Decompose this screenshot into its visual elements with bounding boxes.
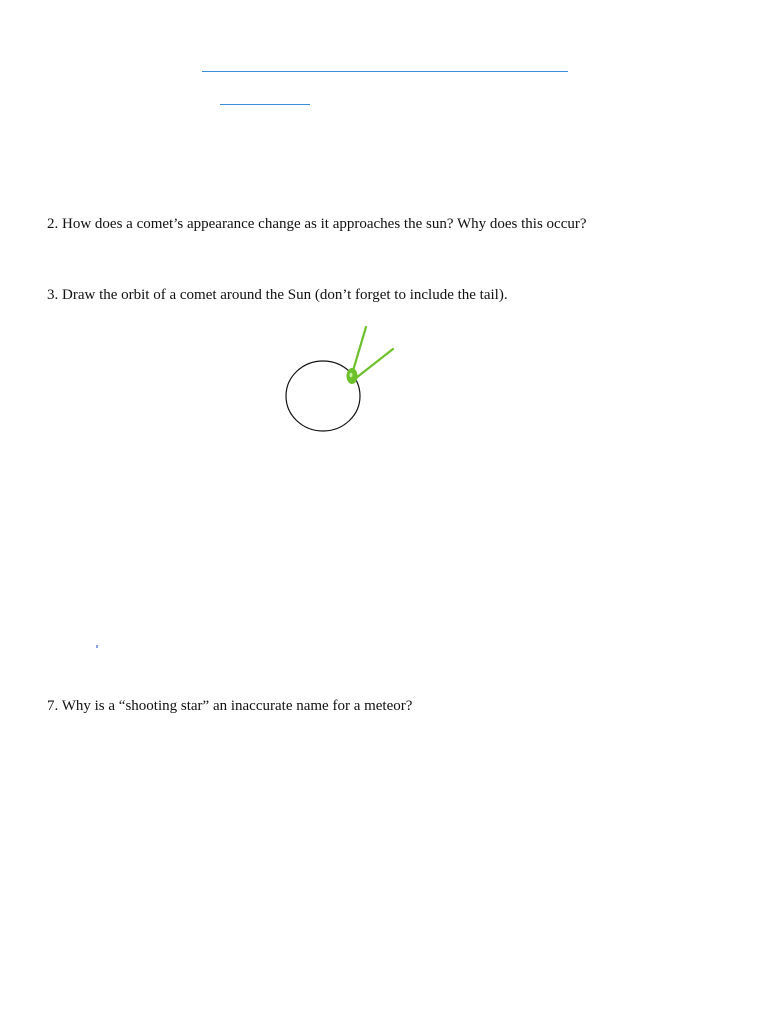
comet-tail-right xyxy=(356,349,393,378)
question-3: 3. Draw the orbit of a comet around the Sun (don’t forget to include the tail). xyxy=(47,287,508,303)
stray-pen-mark xyxy=(96,645,98,648)
comet-head-highlight xyxy=(350,373,353,377)
question-2: 2. How does a comet’s appearance change as it approaches the sun? Why does this occur? xyxy=(47,216,587,232)
comet-orbit-drawing xyxy=(270,318,410,443)
comet-tail-left xyxy=(352,327,366,374)
answer-line-short xyxy=(220,104,310,105)
answer-line-top xyxy=(202,71,568,72)
question-7: 7. Why is a “shooting star” an inaccurate name for a meteor? xyxy=(47,698,413,714)
